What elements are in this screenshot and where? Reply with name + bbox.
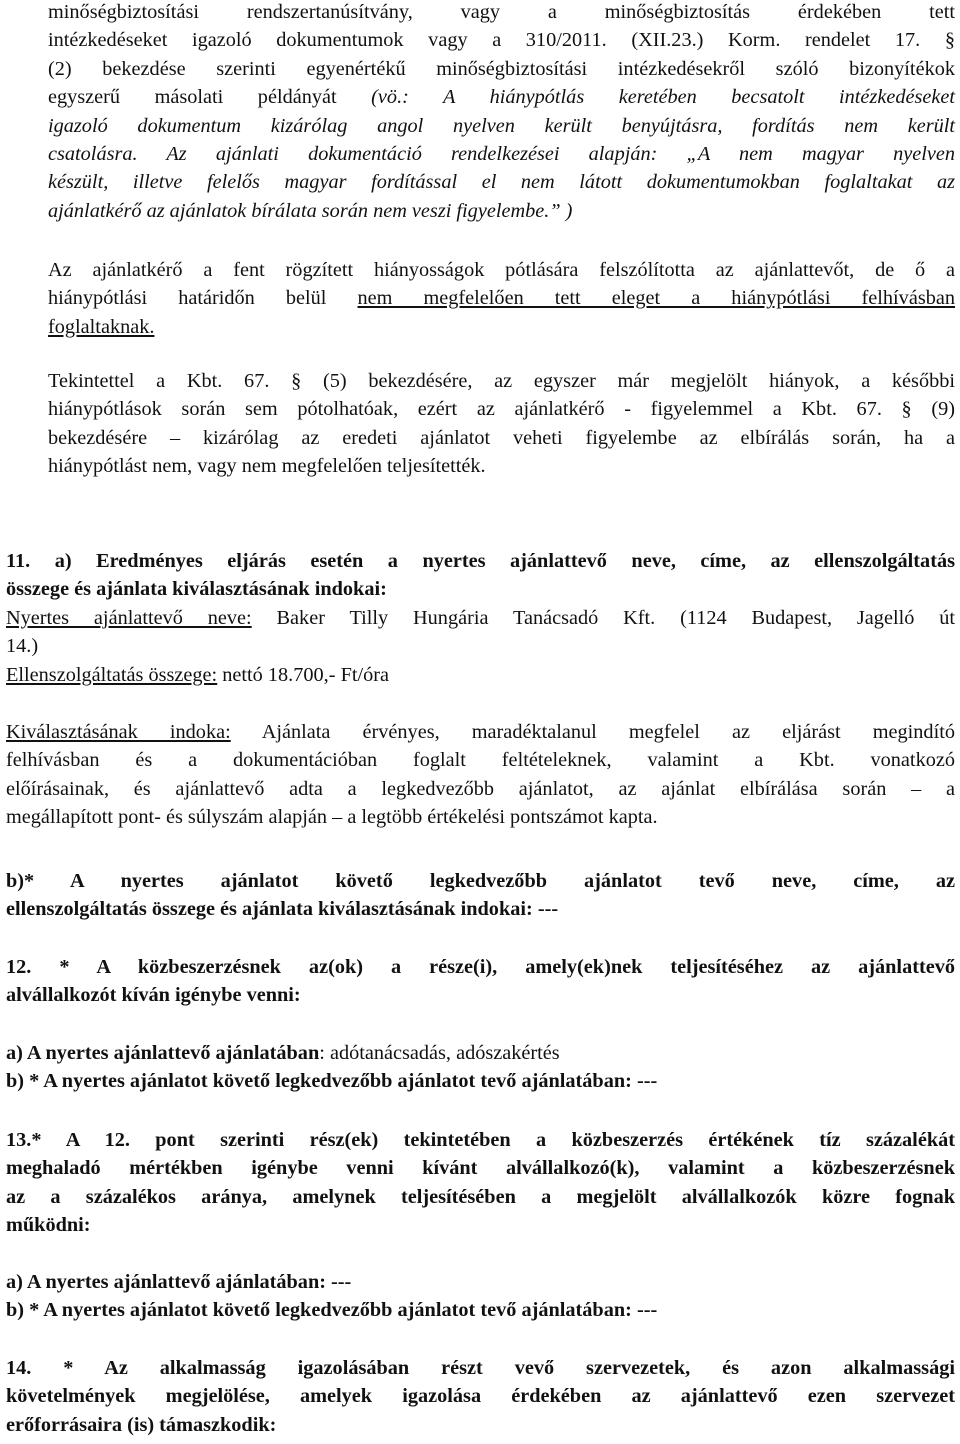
section-13-heading <box>6 1126 955 1240</box>
heading-line: követelmények megjelölése, amelyek igazolása érdekében az ajánlattevő ezen szervezet <box>6 1385 955 1408</box>
heading-line: b)* A nyertes ajánlatot követő legkedvezőbb ajánlatot tevő neve, címe, az <box>6 870 955 892</box>
text-line: előírásainak, és ajánlattevő adta a legkedvezőbb ajánlatot, az ajánlat elbírálása során – a <box>6 777 955 800</box>
section-14-heading <box>6 1354 955 1439</box>
section-12-heading <box>6 953 955 1010</box>
winner-block <box>6 604 955 689</box>
text-segment: egyszerű másolati példányát <box>48 86 372 109</box>
text-line <box>6 661 955 689</box>
italic-line: igazoló dokumentum kizárólag angol nyelven került benyújtásra, fordítás nem került <box>48 114 955 137</box>
heading-line: ellenszolgáltatás összege és ajánlata kiválasztásának indokai: --- <box>6 898 559 921</box>
italic-line: ajánlatkérő az ajánlatok bírálata során nem veszi figyelembe.” ) <box>48 199 573 222</box>
text-line: (2) bekezdése szerinti egyenértékű minőségbiztosítási intézkedésekről szóló bizonyítékok <box>48 57 955 80</box>
heading-line: erőforrásaira (is) támaszkodik: <box>6 1413 277 1436</box>
heading-line: alvállalkozót kíván igénybe venni: <box>6 984 301 1007</box>
text-line: bekezdésére – kizárólag az eredeti ajánlatot veheti figyelembe az elbírálás során, ha a <box>48 426 955 449</box>
section-11-b-heading <box>6 867 955 924</box>
text-line: felhívásban és a dokumentációban foglalt feltételeknek, valamint a Kbt. vonatkozó <box>6 749 955 772</box>
heading-line: 11. a) Eredményes eljárás esetén a nyertes ajánlattevő neve, címe, az ellenszolgáltatás <box>6 550 955 572</box>
item-b: b) * A nyertes ajánlatot követő legkedvezőbb ajánlatot tevő ajánlatában: --- <box>6 1070 658 1093</box>
text-line: minőségbiztosítási rendszertanúsítvány, vagy a minőségbiztosítás érdekében tett <box>48 1 955 23</box>
price-label: Ellenszolgáltatás összege: <box>6 663 218 686</box>
text-line <box>48 313 955 341</box>
italic-line: készült, illetve felelős magyar fordítással el nem látott dokumentumokban foglaltakat az <box>48 171 955 194</box>
text-line: hiánypótlást nem, vagy nem megfelelően teljesítették. <box>48 455 486 478</box>
heading-line: működni: <box>6 1214 91 1237</box>
heading-line: 14. * Az alkalmasság igazolásában részt vevő szervezetek, és azon alkalmassági <box>6 1357 955 1379</box>
winner-value: Baker Tilly Hungária Tanácsadó Kft. (1124 Budapest, Jagelló út <box>251 607 955 629</box>
text-line <box>48 284 955 312</box>
text-line: hiánypótlások során sem pótolhatóak, ezért az ajánlatkérő - figyelemmel a Kbt. 67. § (9) <box>48 398 955 421</box>
selection-reason <box>6 718 955 832</box>
winner-value-continued: 14.) <box>6 635 39 658</box>
underlined-text: nem megfelelően tett eleget a hiánypótlási felhívásban <box>357 287 956 310</box>
section-12-items <box>6 1039 955 1096</box>
heading-line: 12. * A közbeszerzésnek az(ok) a része(i), amely(ek)nek teljesítéséhez az ajánlattevő <box>6 956 955 978</box>
item-a-value: : adótanácsadás, adószakértés <box>319 1042 560 1064</box>
item-a: a) A nyertes ajánlattevő ajánlatában: --- <box>6 1271 352 1293</box>
heading-line: az a százalékos aránya, amelynek teljesítésében a megjelölt alvállalkozók közre fognak <box>6 1185 955 1208</box>
text-segment: hiánypótlási határidőn belül <box>48 287 358 310</box>
text-line: Az ajánlatkérő a fent rögzített hiányosságok pótlására felszólította az ajánlattevőt, de ő a <box>48 259 955 281</box>
heading-line: 13.* A 12. pont szerinti rész(ek) tekintetében a közbeszerzés értékének tíz százalékát <box>6 1129 955 1151</box>
text-line: megállapított pont- és súlyszám alapján – a legtöbb értékelési pontszámot kapta. <box>6 806 658 829</box>
reason-text: Ajánlata érvényes, maradéktalanul megfelel az eljárást megindító <box>230 721 955 743</box>
price-value: nettó 18.700,- Ft/óra <box>217 663 390 686</box>
item-a <box>6 1039 955 1067</box>
heading-line: meghaladó mértékben igénybe venni kívánt alvállalkozó(k), valamint a közbeszerzésnek <box>6 1157 955 1180</box>
reason-label: Kiválasztásának indoka: <box>6 721 231 743</box>
quality-assurance-paragraph <box>48 0 955 225</box>
section-11-heading <box>6 547 955 604</box>
text-line: Tekintettel a Kbt. 67. § (5) bekezdésére, az egyszer már megjelölt hiányok, a későbbi <box>48 370 955 392</box>
italic-note: (vö.: A hiánypótlás keretében becsatolt intézkedéseket <box>371 86 956 109</box>
item-a-label: a) A nyertes ajánlattevő ajánlatában <box>6 1042 320 1064</box>
underlined-text: foglaltaknak. <box>48 315 155 338</box>
kbt-paragraph <box>48 367 955 481</box>
text-line <box>6 604 955 632</box>
text-line <box>6 718 955 746</box>
text-line: intézkedéseket igazoló dokumentumok vagy a 310/2011. (XII.23.) Korm. rendelet 17. § <box>48 29 955 52</box>
heading-line: összege és ajánlata kiválasztásának indokai: <box>6 578 387 601</box>
section-13-items <box>6 1268 955 1325</box>
text-line <box>48 83 955 111</box>
italic-line: csatolásra. Az ajánlati dokumentáció rendelkezései alapján: „A nem magyar nyelven <box>48 143 955 166</box>
deficiency-paragraph <box>48 256 955 341</box>
winner-label: Nyertes ajánlattevő neve: <box>6 607 252 629</box>
item-b: b) * A nyertes ajánlatot követő legkedvezőbb ajánlatot tevő ajánlatában: --- <box>6 1299 658 1322</box>
